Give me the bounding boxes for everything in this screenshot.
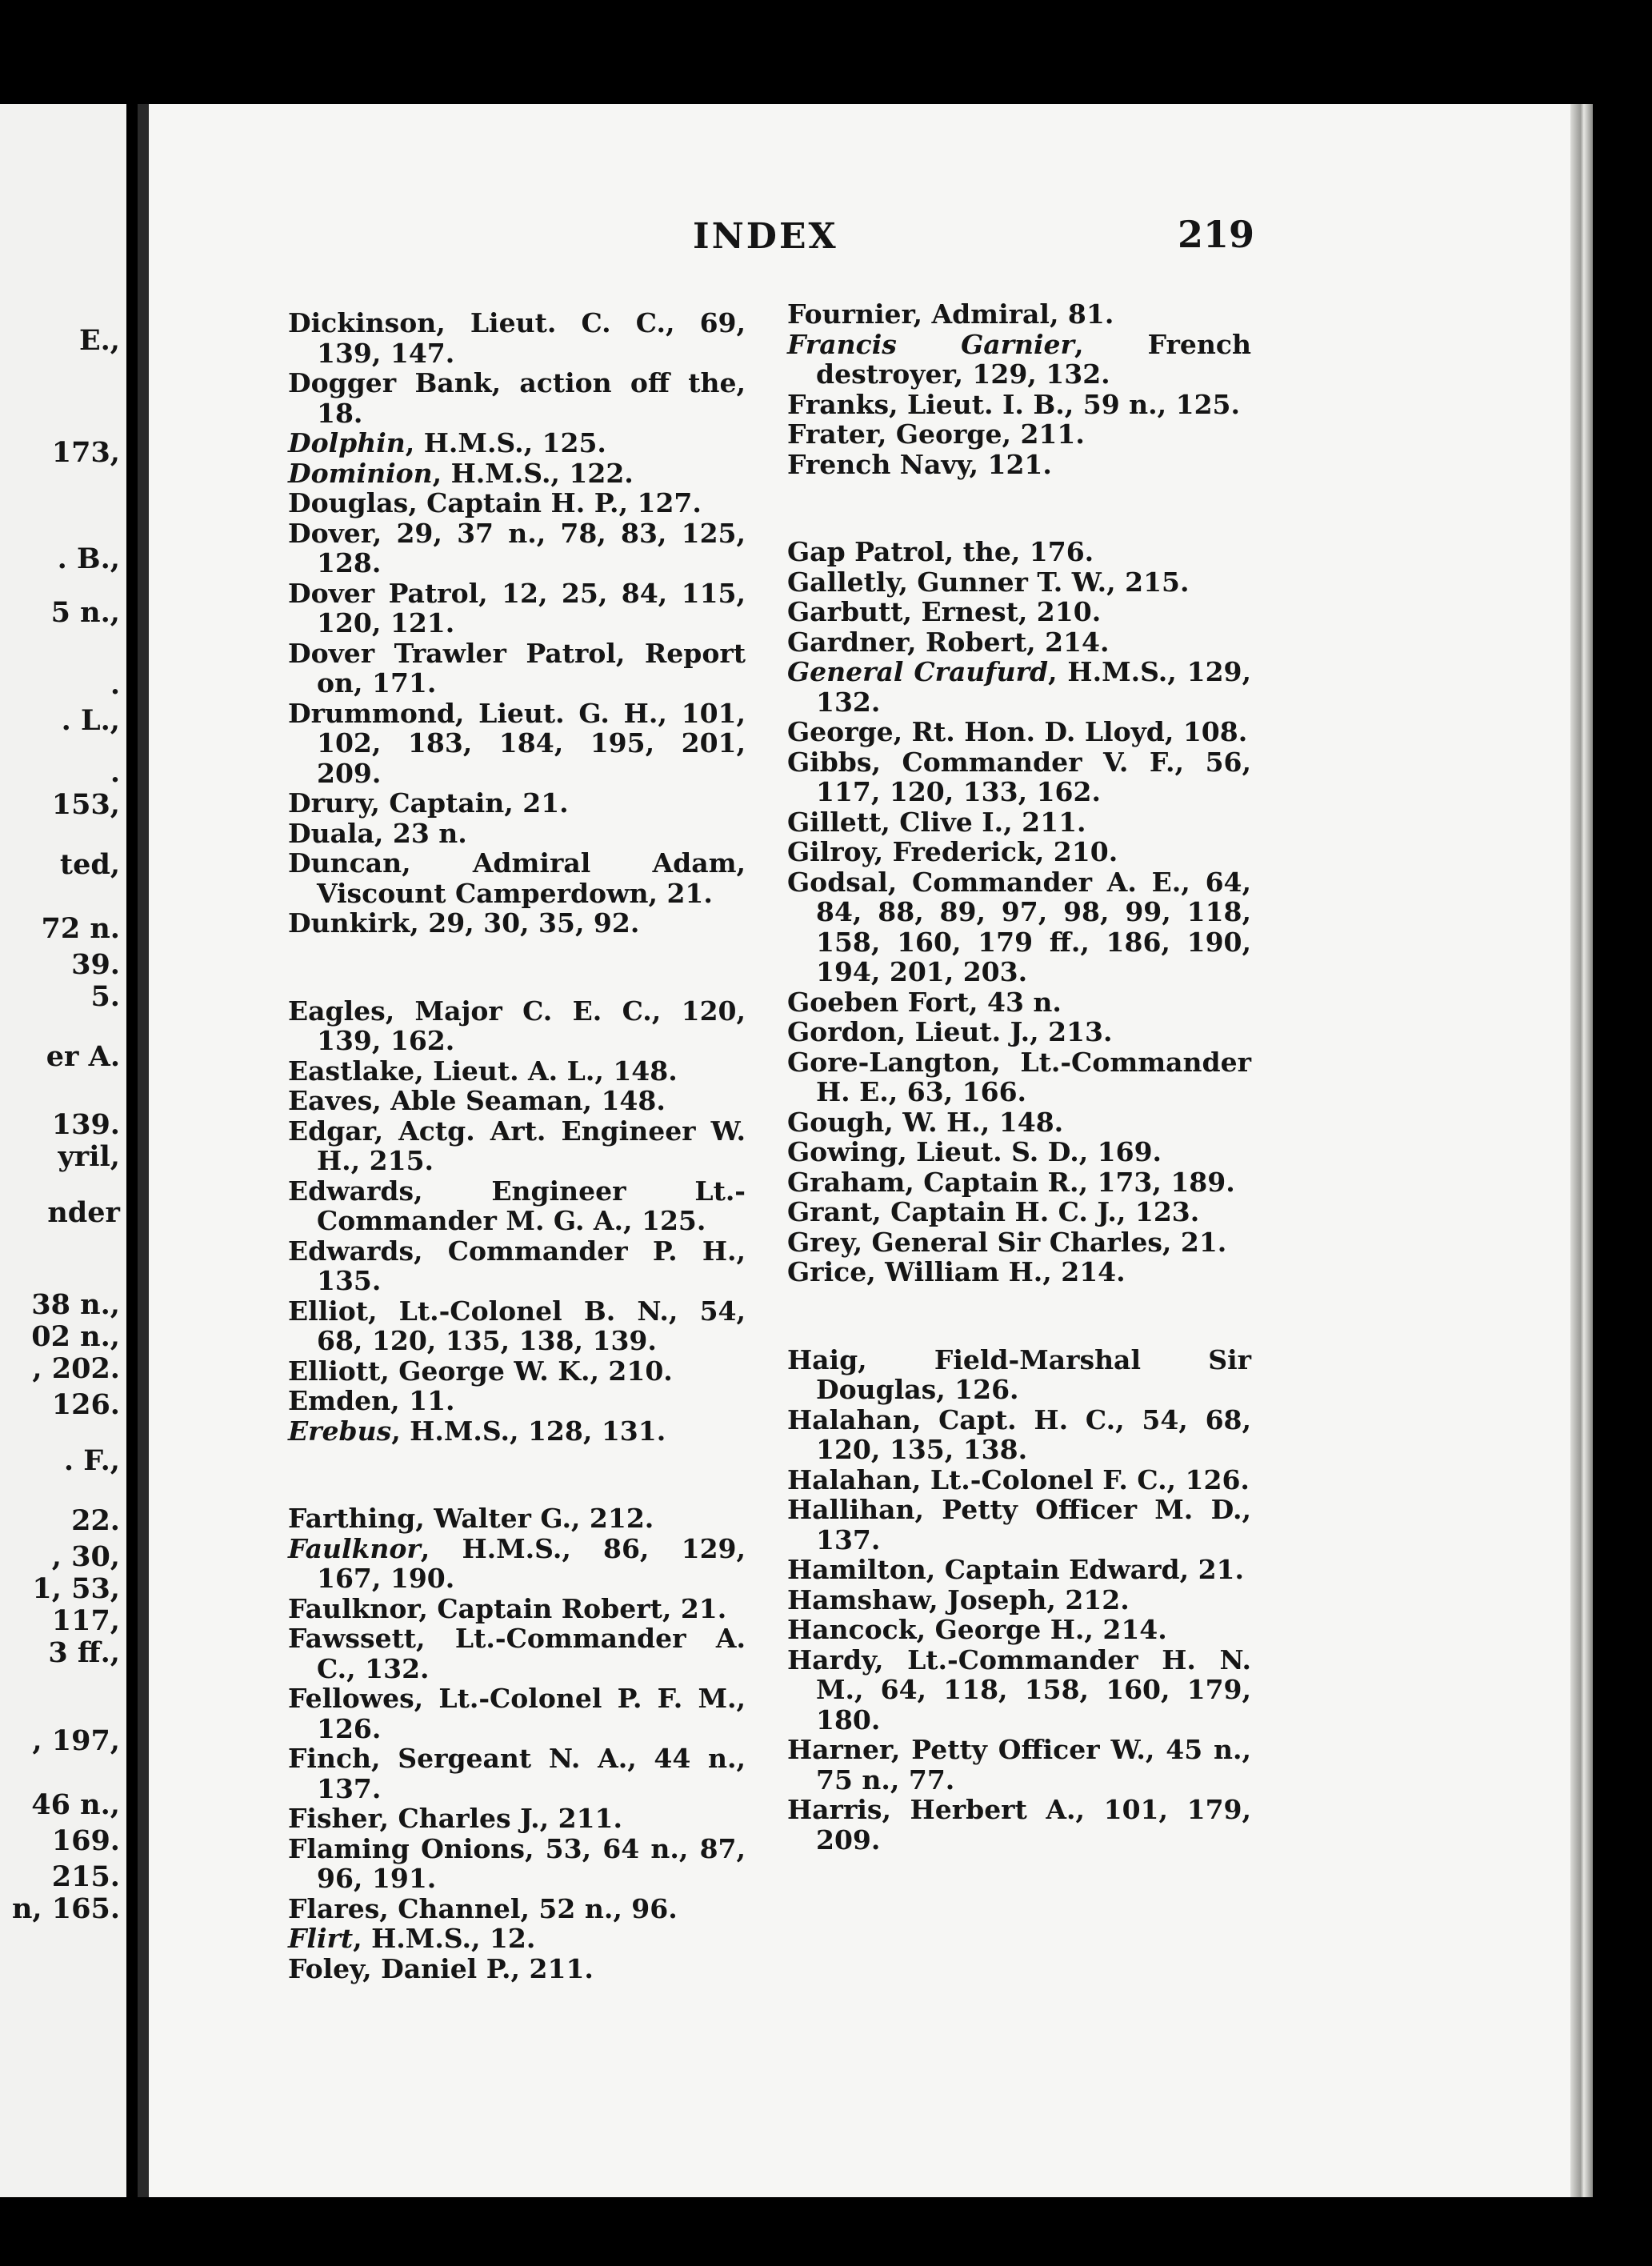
- index-entry: Fournier, Admiral, 81.: [787, 298, 1114, 330]
- previous-page-fragment: er A.: [46, 1040, 120, 1073]
- previous-page-fragment: 169.: [51, 1824, 120, 1857]
- previous-page-fragment: . L.,: [61, 704, 120, 737]
- index-entry: Hamilton, Captain Edward, 21.: [787, 1554, 1245, 1585]
- index-entry: Eaves, Able Seaman, 148.: [288, 1085, 666, 1116]
- index-entry: Dover, 29, 37 n., 78, 83, 125, 128.: [288, 517, 746, 579]
- previous-page-fragment: E.,: [78, 324, 120, 357]
- previous-page-fragment: 153,: [51, 788, 120, 821]
- index-entry: Dover Patrol, 12, 25, 84, 115, 120, 121.: [288, 577, 746, 639]
- index-entry: Grey, General Sir Charles, 21.: [787, 1226, 1227, 1258]
- index-entry: Eastlake, Lieut. A. L., 148.: [288, 1055, 678, 1087]
- index-entry: Faulknor, H.M.S., 86, 129, 167, 190.: [288, 1532, 746, 1594]
- index-entry: Elliott, George W. K., 210.: [288, 1355, 673, 1387]
- index-entry: Harris, Herbert A., 101, 179, 209.: [787, 1794, 1251, 1856]
- previous-page-fragment: 139.: [51, 1108, 120, 1141]
- index-entry: Edgar, Actg. Art. Engineer W. H., 215.: [288, 1115, 746, 1176]
- index-entry: Finch, Sergeant N. A., 44 n., 137.: [288, 1743, 746, 1804]
- index-entry: General Craufurd, H.M.S., 129, 132.: [787, 656, 1251, 718]
- previous-page-fragment: 39.: [71, 948, 120, 981]
- previous-page-fragment: .: [110, 668, 120, 701]
- index-entry: Halahan, Capt. H. C., 54, 68, 120, 135, 138.: [787, 1403, 1251, 1465]
- section-gap: [787, 1287, 1251, 1345]
- previous-page-fragment: 38 n.,: [31, 1288, 120, 1321]
- index-entry: Edwards, Engineer Lt.-Commander M. G. A., 125.: [288, 1175, 746, 1236]
- index-entry: Fawssett, Lt.-Commander A. C., 132.: [288, 1623, 746, 1684]
- index-entry: Gillett, Clive I., 211.: [787, 806, 1086, 838]
- index-entry: Emden, 11.: [288, 1385, 455, 1416]
- index-entry: Frater, George, 211.: [787, 418, 1085, 450]
- previous-page-fragment: ted,: [59, 848, 120, 881]
- index-entry: George, Rt. Hon. D. Lloyd, 108.: [787, 716, 1248, 747]
- index-entry: Hallihan, Petty Officer M. D., 137.: [787, 1494, 1251, 1555]
- previous-page-fragment: 46 n.,: [31, 1788, 120, 1821]
- index-column-left: [288, 308, 746, 1984]
- previous-page-fragment: 3 ff.,: [48, 1636, 120, 1669]
- index-entry: Duncan, Admiral Adam, Viscount Camperdown, 21.: [288, 847, 746, 909]
- page-edge: [1570, 104, 1593, 2197]
- section-gap: [288, 939, 746, 996]
- index-entry: Gowing, Lieut. S. D., 169.: [787, 1136, 1162, 1167]
- index-entry: Dogger Bank, action off the, 18.: [288, 367, 746, 429]
- section-gap: [787, 479, 1251, 537]
- index-entry: Goeben Fort, 43 n.: [787, 986, 1062, 1018]
- index-entry: Grice, William H., 214.: [787, 1256, 1126, 1287]
- index-entry: Fellowes, Lt.-Colonel P. F. M., 126.: [288, 1683, 746, 1744]
- index-entry: Godsal, Commander A. E., 64, 84, 88, 89, 97, 98, 99, 118, 158, 160, 179 ff., 186, 190, 194, 201, 203.: [787, 866, 1251, 987]
- index-entry: Eagles, Major C. E. C., 120, 139, 162.: [288, 995, 746, 1056]
- index-entry: French Navy, 121.: [787, 448, 1052, 480]
- previous-page-fragment: , 202.: [32, 1352, 120, 1385]
- previous-page-fragment: nder: [47, 1196, 120, 1229]
- index-entry: Fisher, Charles J., 211.: [288, 1803, 623, 1834]
- page-number: 219: [1178, 213, 1255, 256]
- previous-page-fragment: . F.,: [63, 1444, 120, 1477]
- index-entry: Drury, Captain, 21.: [288, 787, 569, 819]
- previous-page-fragment: 5.: [90, 980, 120, 1013]
- index-entry: Dolphin, H.M.S., 125.: [288, 427, 606, 458]
- index-entry: Garbutt, Ernest, 210.: [787, 596, 1102, 627]
- previous-page-fragment: 1, 53,: [32, 1572, 120, 1605]
- previous-page-fragment: 117,: [51, 1604, 120, 1637]
- index-entry: Elliot, Lt.-Colonel B. N., 54, 68, 120, 135, 138, 139.: [288, 1295, 746, 1356]
- previous-page-fragment: 215.: [51, 1860, 120, 1893]
- index-entry: Gore-Langton, Lt.-Commander H. E., 63, 166.: [787, 1046, 1251, 1107]
- previous-page-fragment: . B.,: [57, 542, 120, 575]
- previous-page-fragment: n, 165.: [11, 1892, 120, 1925]
- index-entry: Drummond, Lieut. G. H., 101, 102, 183, 184, 195, 201, 209.: [288, 697, 746, 789]
- section-gap: [288, 1446, 746, 1503]
- previous-page-fragment: 5 n.,: [50, 596, 120, 629]
- index-entry: Gilroy, Frederick, 210.: [787, 836, 1118, 867]
- index-entry: Faulknor, Captain Robert, 21.: [288, 1592, 727, 1624]
- previous-page-fragment: 126.: [51, 1388, 120, 1421]
- index-entry: Halahan, Lt.-Colonel F. C., 126.: [787, 1463, 1250, 1495]
- index-entry: Grant, Captain H. C. J., 123.: [787, 1196, 1200, 1227]
- previous-page-fragment: 22.: [71, 1504, 120, 1537]
- index-entry: Haig, Field-Marshal Sir Douglas, 126.: [787, 1343, 1251, 1405]
- previous-page-fragment: yril,: [58, 1140, 120, 1173]
- index-entry: Gibbs, Commander V. F., 56, 117, 120, 133, 162.: [787, 746, 1251, 807]
- index-entry: Gardner, Robert, 214.: [787, 626, 1110, 658]
- index-entry: Francis Garnier, French destroyer, 129, 132.: [787, 328, 1251, 390]
- previous-page-fragment: 72 n.: [41, 912, 120, 945]
- index-entry: Flares, Channel, 52 n., 96.: [288, 1892, 678, 1924]
- index-entry: Harner, Petty Officer W., 45 n., 75 n., 77.: [787, 1734, 1251, 1796]
- index-entry: Douglas, Captain H. P., 127.: [288, 487, 702, 518]
- index-entry: Farthing, Walter G., 212.: [288, 1503, 654, 1534]
- index-entry: Gordon, Lieut. J., 213.: [787, 1016, 1113, 1047]
- index-entry: Duala, 23 n.: [288, 817, 467, 849]
- index-entry: Edwards, Commander P. H., 135.: [288, 1235, 746, 1296]
- index-entry: Gap Patrol, the, 176.: [787, 536, 1094, 567]
- index-entry: Dickinson, Lieut. C. C., 69, 139, 147.: [288, 307, 746, 369]
- previous-page-fragment: 02 n.,: [31, 1320, 120, 1353]
- index-entry: Dover Trawler Patrol, Report on, 171.: [288, 637, 746, 699]
- index-entry: Dunkirk, 29, 30, 35, 92.: [288, 907, 640, 939]
- previous-page-fragment: 173,: [51, 436, 120, 469]
- index-entry: Dominion, H.M.S., 122.: [288, 457, 634, 489]
- index-column-right: [787, 299, 1251, 1855]
- index-entry: Flaming Onions, 53, 64 n., 87, 96, 191.: [288, 1832, 746, 1894]
- index-entry: Hardy, Lt.-Commander H. N. M., 64, 118, 158, 160, 179, 180.: [787, 1643, 1251, 1736]
- previous-page-fragment: .: [110, 756, 120, 789]
- index-entry: Graham, Captain R., 173, 189.: [787, 1166, 1235, 1198]
- index-entry: Foley, Daniel P., 211.: [288, 1952, 594, 1984]
- index-entry: Gough, W. H., 148.: [787, 1106, 1064, 1138]
- previous-page-fragment: , 197,: [32, 1724, 120, 1757]
- index-entry: Erebus, H.M.S., 128, 131.: [288, 1415, 666, 1447]
- index-entry: Hancock, George H., 214.: [787, 1614, 1167, 1645]
- index-entry: Galletly, Gunner T. W., 215.: [787, 566, 1190, 598]
- page-title: INDEX: [693, 216, 838, 257]
- previous-page: [0, 104, 126, 2197]
- index-entry: Hamshaw, Joseph, 212.: [787, 1583, 1130, 1615]
- index-entry: Flirt, H.M.S., 12.: [288, 1923, 536, 1954]
- previous-page-fragment: , 30,: [51, 1540, 120, 1573]
- index-entry: Franks, Lieut. I. B., 59 n., 125.: [787, 388, 1240, 420]
